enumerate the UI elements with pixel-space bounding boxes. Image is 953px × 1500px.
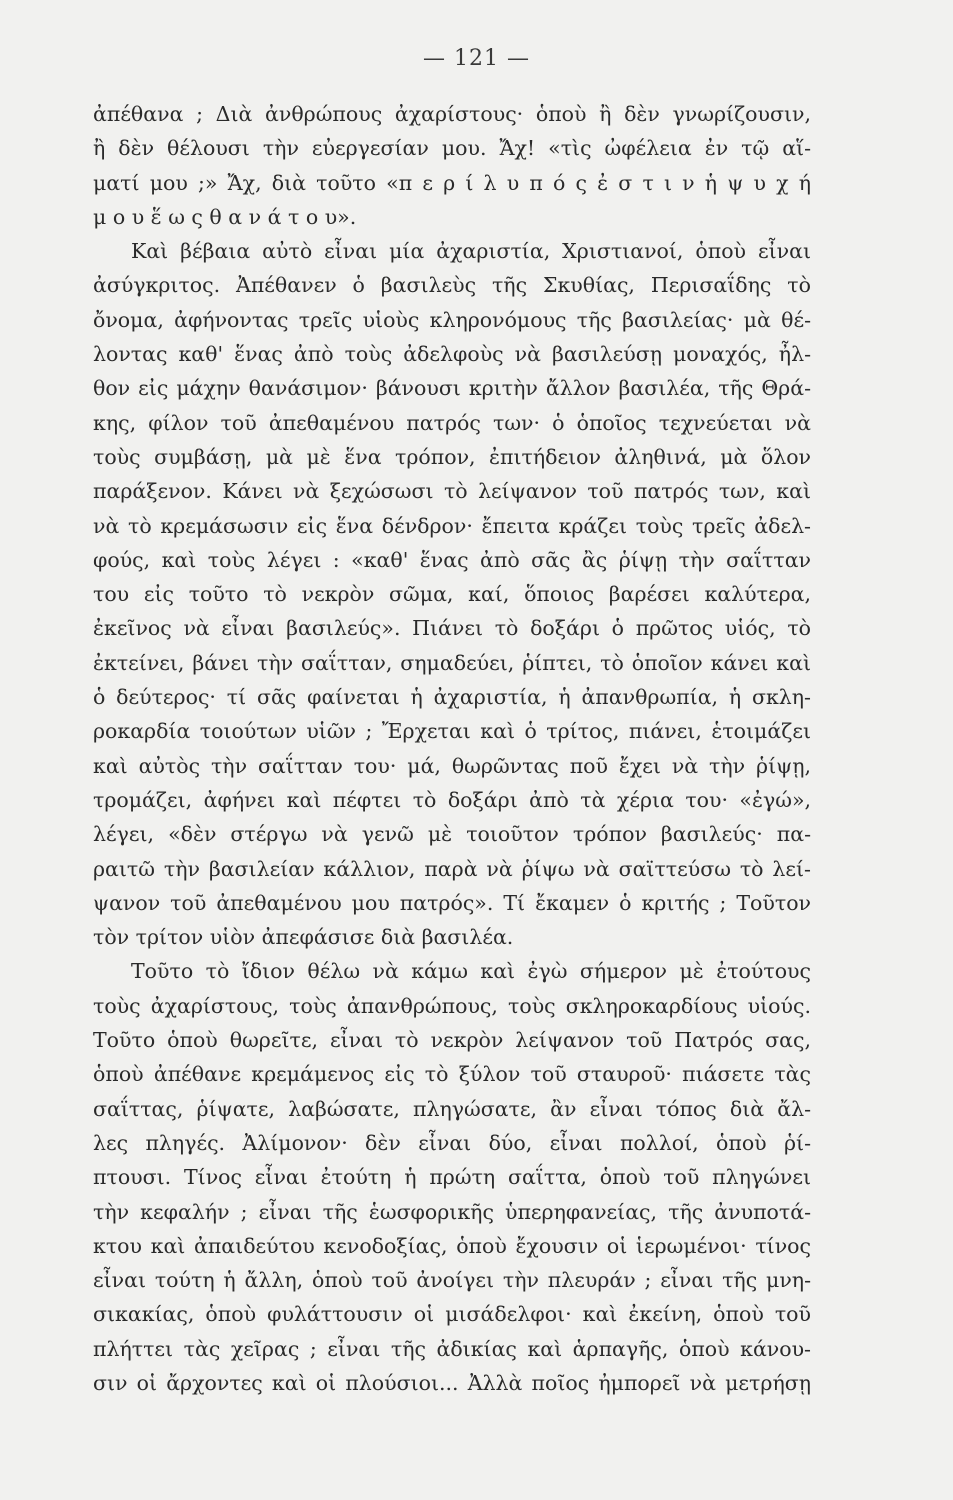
- text-line: θον εἰς μάχην θανάσιμον· βάνουσι κριτὴν ἄλλον βασιλέα, τῆς Θρά-: [93, 376, 811, 401]
- text-line: ὁ δεύτερος· τί σᾶς φαίνεται ἡ ἀχαριστία, ἡ ἀπανθρωπία, ἡ σκλη-: [93, 685, 811, 710]
- text-line: ματί μου ;» Ἄχ, διὰ τοῦτο «π ε ρ ί λ υ π ό ς ἐ σ τ ι ν ἡ ψ υ χ ή: [93, 170, 811, 195]
- text-line: τὸν τρίτον υἱὸν ἀπεφάσισε διὰ βασιλέα.: [93, 925, 514, 950]
- page-number: — 121 —: [423, 46, 530, 71]
- text-line: μ ο υ ἕ ω ς θ α ν ά τ ο υ».: [93, 204, 357, 229]
- text-line: ροκαρδία τοιούτων υἱῶν ; Ἔρχεται καὶ ὁ τρίτος, πιάνει, ἑτοιμάζει: [93, 719, 811, 744]
- text-line: τὴν κεφαλήν ; εἶναι τῆς ἑωσφορικῆς ὑπερηφανείας, τῆς ἀνυποτά-: [93, 1199, 811, 1224]
- text-line: τοὺς ἀχαρίστους, τοὺς ἀπανθρώπους, τοὺς σκληροκαρδίους υἱούς.: [93, 993, 811, 1018]
- text-line: λες πληγές. Ἀλίμονον· δὲν εἶναι δύο, εἶναι πολλοί, ὁποὺ ῥί-: [93, 1130, 811, 1155]
- text-line: τοὺς συμβάσῃ, μὰ μὲ ἕνα τρόπον, ἐπιτήδειον ἀληθινά, μὰ ὅλον: [93, 444, 811, 469]
- text-line: ραιτῶ τὴν βασιλείαν κάλλιον, παρὰ νὰ ῥίψω νὰ σαϊττεύσω τὸ λεί-: [93, 856, 811, 881]
- text-line: ἐκτείνει, βάνει τὴν σαΐτταν, σημαδεύει, ῥίπτει, τὸ ὁποῖον κάνει καὶ: [93, 650, 811, 675]
- text-line: ἀπέθανα ; Διὰ ἀνθρώπους ἀχαρίστους· ὁποὺ ἢ δὲν γνωρίζουσιν,: [93, 102, 811, 126]
- text-line: ψανον τοῦ ἀπεθαμένου μου πατρός». Τί ἔκαμεν ὁ κριτής ; Τοῦτον: [93, 890, 811, 915]
- text-line: κτου καὶ ἀπαιδεύτου κενοδοξίας, ὁποὺ ἔχουσιν οἱ ἱερωμένοι· τίνος: [93, 1233, 811, 1258]
- text-line: Τοῦτο ὁποὺ θωρεῖτε, εἶναι τὸ νεκρὸν λείψανον τοῦ Πατρός σας,: [93, 1028, 811, 1053]
- text-line: ἀσύγκριτος. Ἀπέθανεν ὁ βασιλεὺς τῆς Σκυθίας, Περισαΐδης τὸ: [93, 273, 811, 298]
- text-line: πλήττει τὰς χεῖρας ; εἶναι τῆς ἀδικίας καὶ ἁρπαγῆς, ὁποὺ κάνου-: [93, 1336, 811, 1361]
- text-line: λοντας καθ' ἕνας ἀπὸ τοὺς ἀδελφοὺς νὰ βασιλεύσῃ μοναχός, ἦλ-: [93, 342, 811, 367]
- text-line: καὶ αὐτὸς τὴν σαΐτταν του· μά, θωρῶντας ποῦ ἔχει νὰ τὴν ῥίψῃ,: [93, 753, 811, 778]
- text-line: του εἰς τοῦτο τὸ νεκρὸν σῶμα, καί, ὅποιος βαρέσει καλύτερα,: [93, 582, 811, 607]
- text-line: πτουσι. Τίνος εἶναι ἐτούτη ἡ πρώτη σαΐττα, ὁποὺ τοῦ πληγώνει: [93, 1165, 811, 1190]
- text-line: Τοῦτο τὸ ἴδιον θέλω νὰ κάμω καὶ ἐγὼ σήμερον μὲ ἐτούτους: [131, 959, 811, 984]
- text-line: εἶναι τούτη ἡ ἄλλη, ὁποὺ τοῦ ἀνοίγει τὴν πλευράν ; εἶναι τῆς μνη-: [93, 1268, 811, 1293]
- text-line: τρομάζει, ἀφήνει καὶ πέφτει τὸ δοξάρι ἀπὸ τὰ χέρια του· «ἐγώ»,: [93, 787, 811, 812]
- text-line: παράξενον. Κάνει νὰ ξεχώσωσι τὸ λείψανον τοῦ πατρός των, καὶ: [93, 479, 811, 504]
- text-line: ὁποὺ ἀπέθανε κρεμάμενος εἰς τὸ ξύλον τοῦ σταυροῦ· πιάσετε τὰς: [93, 1062, 811, 1087]
- text-line: ἐκεῖνος νὰ εἶναι βασιλεύς». Πιάνει τὸ δοξάρι ὁ πρῶτος υἱός, τὸ: [93, 616, 811, 641]
- text-line: σαΐττας, ῥίψατε, λαβώσατε, πληγώσατε, ἂν εἶναι τόπος διὰ ἄλ-: [93, 1096, 811, 1121]
- text-line: ἢ δὲν θέλουσι τὴν εὐεργεσίαν μου. Ἄχ! «τὶς ὠφέλεια ἐν τῷ αἵ-: [93, 136, 811, 161]
- text-line: κης, φίλον τοῦ ἀπεθαμένου πατρός των· ὁ ὁποῖος τεχνεύεται νὰ: [93, 410, 811, 435]
- text-line: φούς, καὶ τοὺς λέγει : «καθ' ἕνας ἀπὸ σᾶς ἂς ῥίψῃ τὴν σαΐτταν: [93, 547, 811, 572]
- text-line: σικακίας, ὁποὺ φυλάττουσιν οἱ μισάδελφοι· καὶ ἐκείνη, ὁποὺ τοῦ: [93, 1302, 811, 1327]
- text-line: σιν οἱ ἄρχοντες καὶ οἱ πλούσιοι... Ἀλλὰ ποῖος ἠμπορεῖ νὰ μετρήσῃ: [93, 1370, 811, 1395]
- text-line: ὄνομα, ἀφήνοντας τρεῖς υἱοὺς κληρονόμους τῆς βασιλείας· μὰ θέ-: [93, 307, 811, 332]
- text-line: λέγει, «δὲν στέργω νὰ γενῶ μὲ τοιοῦτον τρόπον βασιλεύς· πα-: [93, 822, 811, 847]
- text-line: Καὶ βέβαια αὐτὸ εἶναι μία ἀχαριστία, Χριστιανοί, ὁποὺ εἶναι: [131, 239, 811, 264]
- text-line: νὰ τὸ κρεμάσωσιν εἰς ἕνα δένδρον· ἔπειτα κράζει τοὺς τρεῖς ἀδελ-: [93, 513, 811, 538]
- body-text: [93, 97, 811, 1400]
